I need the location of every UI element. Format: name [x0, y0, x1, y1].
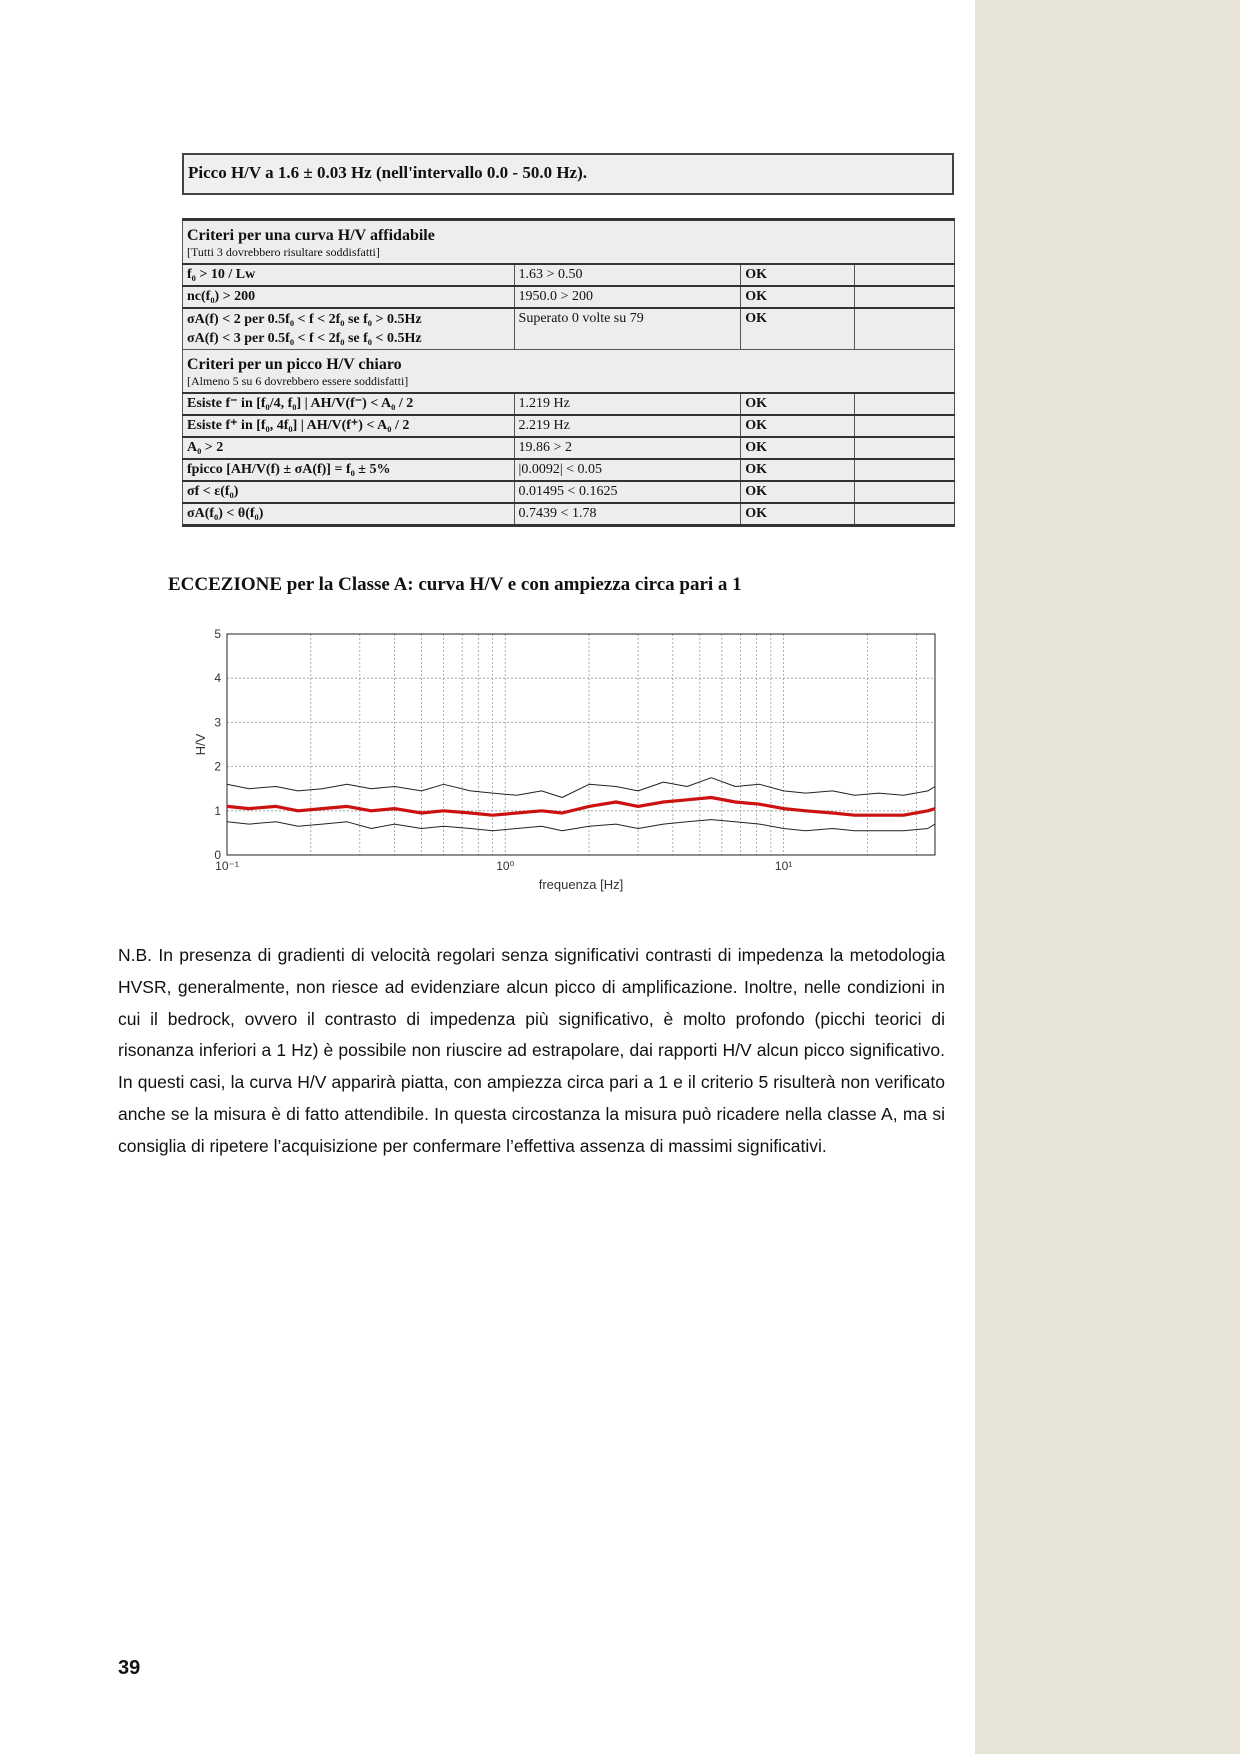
result-cell: OK — [741, 459, 855, 481]
table-row — [183, 437, 955, 459]
nb-paragraph: N.B. In presenza di gradienti di velocità regolari senza significativi contrasti di impedenza la metodologia HVSR, generalmente, non riesce ad evidenziare alcun picco di amplificazione. Inoltre, nelle condizioni in cui il bedrock, ovvero il contrasto di impedenza più significativo, è molto profondo (picchi teorici di risonanza inferiori a 1 Hz) è possibile non riuscire ad estrapolare, dai rapporti H/V alcun picco significativo. In questi casi, la curva H/V apparirà piatta, con ampiezza circa pari a 1 e il criterio 5 risulterà non verificato anche se la misura è di fatto attendibile. In questa circostanza la misura può ricadere nella classe A, ma si consiglia di ripetere l’acquisizione per confermare l’effettiva assenza di massimi significativi. — [118, 945, 945, 1156]
y-tick-label: 2 — [214, 759, 221, 774]
section-note: [Tutti 3 dovrebbero risultare soddisfatti] — [187, 245, 380, 259]
value-cell: |0.0092| < 0.05 — [514, 459, 741, 481]
y-tick-label: 0 — [214, 848, 221, 862]
result-cell: OK — [741, 437, 855, 459]
plot-frame — [227, 634, 935, 855]
empty-cell — [855, 264, 955, 286]
y-axis-label: H/V — [193, 733, 208, 756]
y-tick-label: 5 — [214, 627, 221, 641]
value-cell: Superato 0 volte su 79 — [514, 308, 741, 350]
result-cell: OK — [741, 503, 855, 526]
mean-line — [227, 798, 935, 816]
hv-chart-svg — [175, 618, 945, 893]
section-reliable-header — [183, 220, 955, 265]
result-cell: OK — [741, 415, 855, 437]
empty-cell — [855, 393, 955, 415]
criterion-cell: Esiste f⁻ in [f₀/4, f₀] | AH/V(f⁻) < A₀ / 2 — [183, 393, 515, 415]
table-row — [183, 503, 955, 526]
side-band — [975, 0, 1240, 1754]
criterion-cell — [183, 308, 515, 350]
x-axis-label: frequenza [Hz] — [538, 877, 624, 892]
criterion-cell: A₀ > 2 — [183, 437, 515, 459]
criterion-line: σA(f) < 2 per 0.5f₀ < f < 2f₀ se f₀ > 0.5Hz — [187, 312, 422, 327]
value-cell: 1.219 Hz — [514, 393, 741, 415]
x-tick-label: 10⁻¹ — [215, 859, 239, 873]
empty-cell — [855, 437, 955, 459]
criteria-table — [182, 218, 955, 527]
criterion-cell: f₀ > 10 / Lw — [183, 264, 515, 286]
table-row — [183, 393, 955, 415]
result-cell: OK — [741, 308, 855, 350]
section-title: Criteri per un picco H/V chiaro — [187, 356, 402, 373]
criterion-cell: σA(f₀) < θ(f₀) — [183, 503, 515, 526]
lower-band-line — [227, 820, 935, 831]
value-cell: 1950.0 > 200 — [514, 286, 741, 308]
x-tick-label: 10¹ — [774, 859, 793, 873]
hv-chart — [175, 618, 945, 893]
empty-cell — [855, 503, 955, 526]
result-cell: OK — [741, 286, 855, 308]
table-row — [183, 264, 955, 286]
criterion-line: σA(f) < 3 per 0.5f₀ < f < 2f₀ se f₀ < 0.5Hz — [187, 331, 422, 346]
empty-cell — [855, 459, 955, 481]
result-cell: OK — [741, 393, 855, 415]
result-cell: OK — [741, 481, 855, 503]
criterion-cell: σf < ε(f₀) — [183, 481, 515, 503]
page-number: 39 — [118, 1657, 141, 1679]
y-tick-label: 1 — [214, 803, 221, 818]
section-title: Criteri per una curva H/V affidabile — [187, 227, 435, 244]
criterion-cell: nc(f₀) > 200 — [183, 286, 515, 308]
value-cell: 2.219 Hz — [514, 415, 741, 437]
value-cell: 19.86 > 2 — [514, 437, 741, 459]
table-row — [183, 415, 955, 437]
table-row — [183, 308, 955, 350]
table-row — [183, 459, 955, 481]
value-cell: 1.63 > 0.50 — [514, 264, 741, 286]
empty-cell — [855, 481, 955, 503]
criterion-cell: fpicco [AH/V(f) ± σA(f)] = f₀ ± 5% — [183, 459, 515, 481]
peak-summary-box — [182, 153, 954, 195]
value-cell: 0.7439 < 1.78 — [514, 503, 741, 526]
exception-title: ECCEZIONE per la Classe A: curva H/V e con ampiezza circa pari a 1 — [168, 574, 742, 595]
peak-summary: Picco H/V a 1.6 ± 0.03 Hz (nell'intervallo 0.0 - 50.0 Hz). — [188, 163, 588, 182]
table-row — [183, 286, 955, 308]
result-cell: OK — [741, 264, 855, 286]
y-tick-label: 3 — [214, 715, 221, 730]
criterion-cell: Esiste f⁺ in [f₀, 4f₀] | AH/V(f⁺) < A₀ / 2 — [183, 415, 515, 437]
upper-band-line — [227, 778, 935, 798]
empty-cell — [855, 308, 955, 350]
section-note: [Almeno 5 su 6 dovrebbero essere soddisfatti] — [187, 374, 409, 388]
empty-cell — [855, 286, 955, 308]
section-clear-header — [183, 350, 955, 394]
empty-cell — [855, 415, 955, 437]
y-tick-label: 4 — [214, 671, 221, 686]
table-row — [183, 481, 955, 503]
value-cell: 0.01495 < 0.1625 — [514, 481, 741, 503]
x-tick-label: 10⁰ — [496, 859, 515, 873]
